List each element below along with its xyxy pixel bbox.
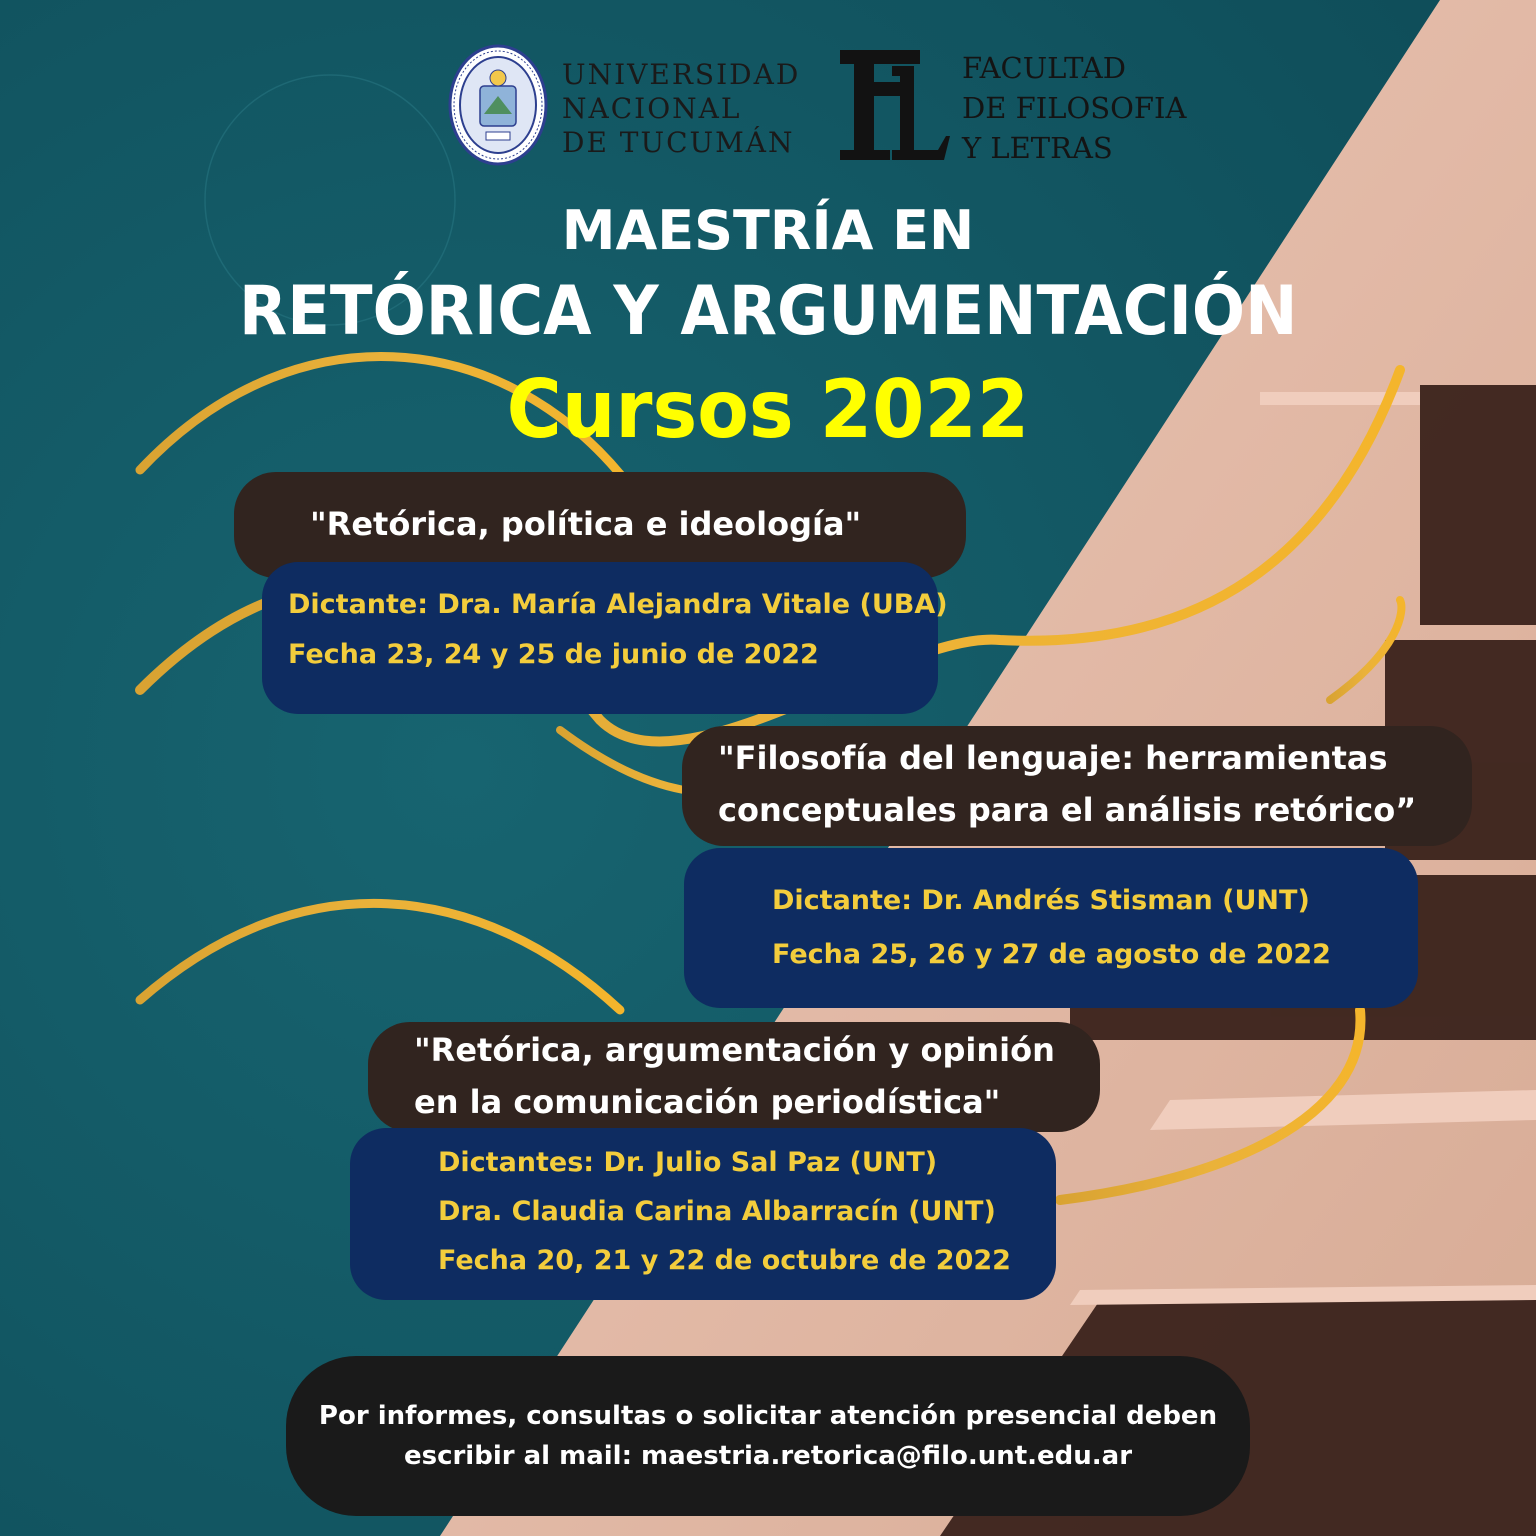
contact-line: Por informes, consultas o solicitar atención presencial deben bbox=[318, 1401, 1218, 1431]
university-line: NACIONAL bbox=[562, 92, 742, 125]
course-title-line: en la comunicación periodística" bbox=[414, 1083, 1001, 1121]
title-line-2: RETÓRICA Y ARGUMENTACIÓN bbox=[238, 272, 1298, 351]
course-date: Fecha 20, 21 y 22 de octubre de 2022 bbox=[438, 1245, 1011, 1276]
university-line: DE TUCUMÁN bbox=[562, 126, 795, 159]
course-3-info-pill bbox=[350, 1128, 1056, 1300]
courses-year-title bbox=[0, 362, 1536, 458]
course-date: Fecha 23, 24 y 25 de junio de 2022 bbox=[288, 639, 819, 670]
title-line-1: MAESTRÍA EN bbox=[561, 199, 975, 262]
university-seal-logo bbox=[448, 44, 548, 166]
course-3-title-pill bbox=[368, 1022, 1100, 1132]
course-title-line: "Filosofía del lenguaje: herramientas bbox=[718, 739, 1388, 777]
faculty-name bbox=[962, 48, 1202, 168]
course-title-line: conceptuales para el análisis retórico” bbox=[718, 791, 1417, 829]
course-2-title-pill bbox=[682, 726, 1472, 846]
contact-email-line[interactable]: escribir al mail: maestria.retorica@filo.unt.edu.ar bbox=[403, 1441, 1133, 1471]
contact-footer-pill bbox=[286, 1356, 1250, 1516]
course-lecturer: Dictante: Dra. María Alejandra Vitale (UBA) bbox=[288, 589, 948, 620]
university-name bbox=[562, 58, 822, 160]
course-lecturer: Dictante: Dr. Andrés Stisman (UNT) bbox=[772, 885, 1310, 916]
course-lecturer: Dictantes: Dr. Julio Sal Paz (UNT) bbox=[438, 1147, 938, 1178]
course-2-info-pill bbox=[684, 848, 1418, 1008]
course-date: Fecha 25, 26 y 27 de agosto de 2022 bbox=[772, 939, 1331, 970]
program-title bbox=[0, 270, 1536, 354]
course-title-line: "Retórica, política e ideología" bbox=[310, 505, 862, 543]
title-line-3: Cursos 2022 bbox=[506, 363, 1030, 456]
faculty-line: FACULTAD bbox=[962, 51, 1127, 85]
faculty-monogram-logo bbox=[834, 44, 952, 166]
faculty-line: Y LETRAS bbox=[962, 131, 1113, 165]
program-kicker bbox=[0, 198, 1536, 264]
university-line: UNIVERSIDAD bbox=[562, 58, 801, 91]
faculty-line: DE FILOSOFIA bbox=[962, 91, 1187, 125]
course-1-info-pill bbox=[262, 562, 948, 714]
course-lecturer: Dra. Claudia Carina Albarracín (UNT) bbox=[438, 1196, 996, 1227]
course-title-line: "Retórica, argumentación y opinión bbox=[414, 1031, 1055, 1069]
